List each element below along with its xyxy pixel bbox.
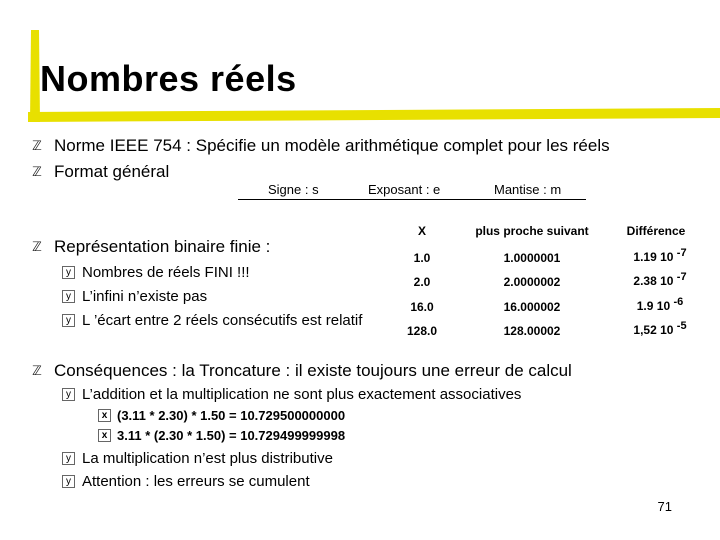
table-cell-x: 2.0 [413,275,431,289]
format-signe: Signe : s [268,182,319,197]
table-cell-x: 1.0 [413,251,431,265]
format-line [238,199,586,200]
table-cell-next: 16.000002 [503,300,561,314]
table-cell-diff: 1.9 10 $^{-6}$ [636,296,684,313]
sub-bullet-distributive: y La multiplication n’est plus distributive [62,450,333,467]
table-header-diff: Différence [626,224,686,238]
z-bullet-icon: ℤ [30,364,44,378]
z-bullet-icon: ℤ [30,240,44,254]
y-checkbox-icon: y [62,314,75,327]
table-header-x: X [417,224,426,238]
page-title: Nombres réels [40,58,297,99]
bullet-norme: ℤ Norme IEEE 754 : Spécifie un modèle arithmétique complet pour les réels [30,136,610,156]
example-line-2: x 3.11 * (2.30 * 1.50) = 10.729499999998 [98,428,345,443]
title-underline-bar [28,108,720,122]
y-checkbox-icon: y [62,388,75,401]
x-checkbox-icon: x [98,409,111,422]
format-mantisse: Mantise : m [494,182,562,197]
y-checkbox-icon: y [62,452,75,465]
y-checkbox-icon: y [62,290,75,303]
x-checkbox-icon: x [98,429,111,442]
table-cell-next: 2.0000002 [503,275,561,289]
z-bullet-icon: ℤ [30,165,44,179]
sub-bullet-ecart: y L ’écart entre 2 réels consécutifs est relatif [62,312,362,329]
format-exposant: Exposant : e [368,182,441,197]
sub-bullet-fini: y Nombres de réels FINI !!! [62,264,250,281]
sub-bullet-associatives: y L’addition et la multiplication ne sont plus exactement associatives [62,386,521,403]
table-cell-x: 16.0 [410,300,434,314]
sub-bullet-infini: y L’infini n’existe pas [62,288,207,305]
table-cell-diff: 2.38 10 $^{-7}$ [633,271,687,288]
table-header-next: plus proche suivant [475,224,589,238]
y-checkbox-icon: y [62,266,75,279]
y-checkbox-icon: y [62,475,75,488]
z-bullet-icon: ℤ [30,139,44,153]
table-cell-diff: 1.19 10 $^{-7}$ [633,247,687,264]
bullet-consequences: ℤ Conséquences : la Troncature : il existe toujours une erreur de calcul [30,361,572,381]
table-cell-x: 128.0 [406,324,438,338]
sub-bullet-attention: y Attention : les erreurs se cumulent [62,473,310,490]
table-cell-next: 128.00002 [503,324,561,338]
bullet-format: ℤ Format général [30,162,169,182]
table-cell-diff: 1,52 10 $^{-5}$ [633,320,687,337]
page-number: 71 [657,499,672,514]
table-cell-next: 1.0000001 [503,251,561,265]
example-line-1: x (3.11 * 2.30) * 1.50 = 10.729500000000 [98,408,345,423]
bullet-representation: ℤ Représentation binaire finie : [30,237,270,257]
